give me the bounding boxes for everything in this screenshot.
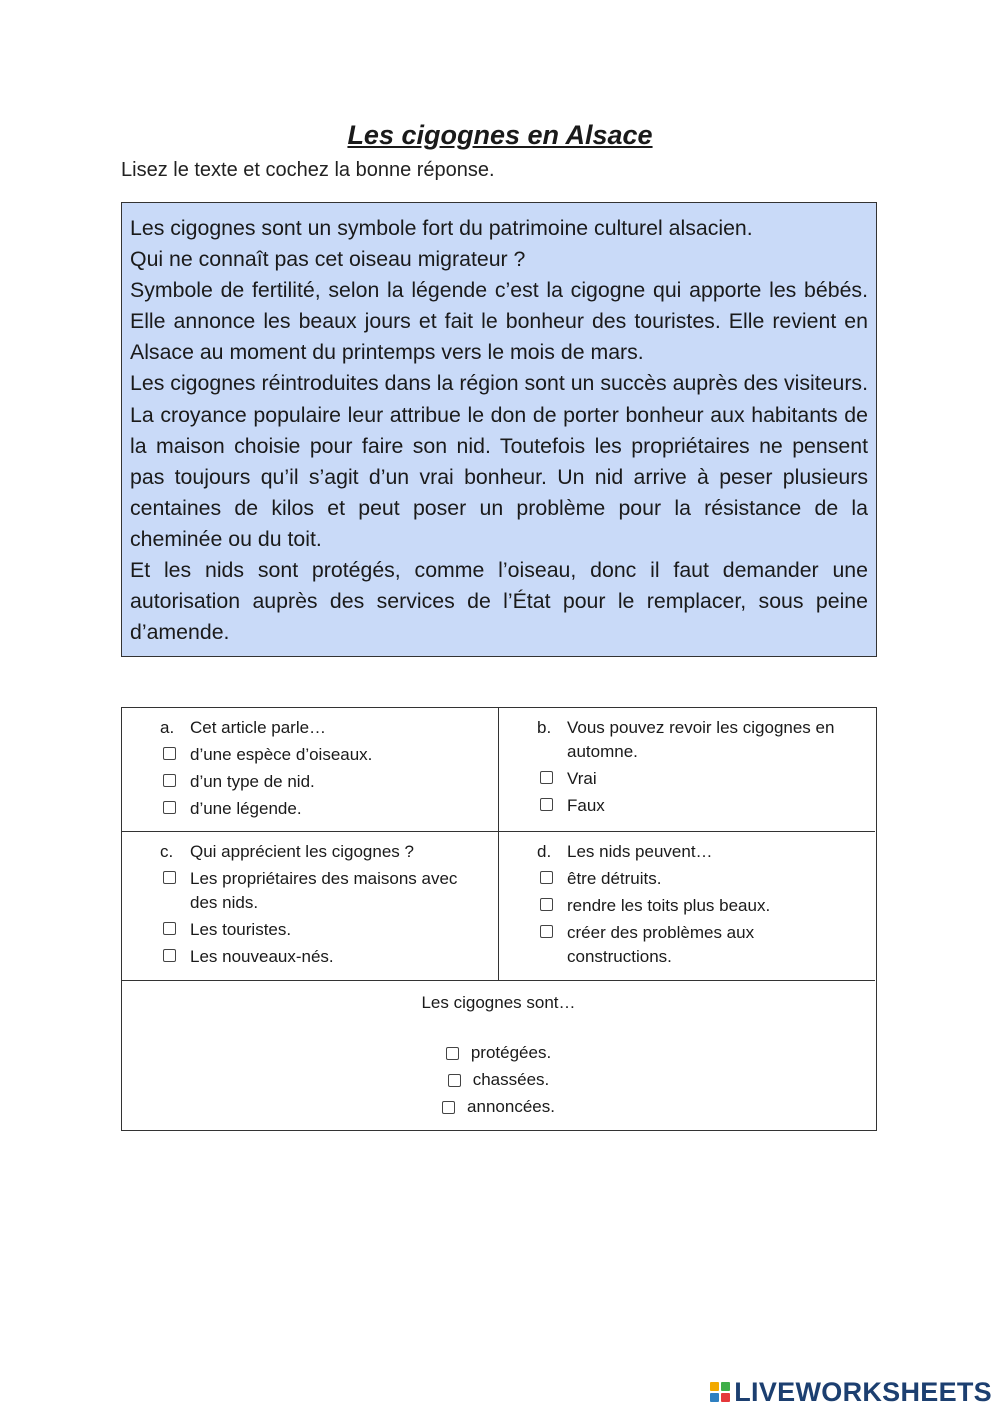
option-label: Faux bbox=[567, 796, 605, 815]
answer-options bbox=[122, 1041, 875, 1122]
option-label: Les propriétaires des maisons avec des nids. bbox=[190, 869, 458, 912]
answer-option[interactable] bbox=[122, 867, 498, 915]
checkbox[interactable] bbox=[540, 925, 553, 938]
questions-table bbox=[121, 707, 877, 1131]
option-label: Les touristes. bbox=[190, 920, 292, 939]
question-e-cell bbox=[122, 981, 875, 1130]
text-paragraph: Qui ne connaît pas cet oiseau migrateur ? bbox=[130, 247, 526, 272]
logo-square bbox=[721, 1393, 730, 1402]
question-letter: a. bbox=[160, 718, 175, 737]
checkbox[interactable] bbox=[540, 798, 553, 811]
answer-option[interactable] bbox=[499, 767, 875, 791]
checkbox[interactable] bbox=[540, 771, 553, 784]
checkbox[interactable] bbox=[540, 871, 553, 884]
option-label: annoncées. bbox=[467, 1097, 555, 1116]
question-c bbox=[122, 840, 498, 864]
checkbox[interactable] bbox=[446, 1047, 459, 1060]
option-label: d’un type de nid. bbox=[190, 772, 315, 791]
question-text: Vous pouvez revoir les cigognes en automne. bbox=[567, 718, 835, 761]
option-label: être détruits. bbox=[567, 869, 662, 888]
text-paragraph: Les cigognes sont un symbole fort du patrimoine culturel alsacien. bbox=[130, 216, 753, 240]
option-label: protégées. bbox=[470, 1043, 552, 1062]
checkbox[interactable] bbox=[163, 747, 176, 760]
logo-square bbox=[710, 1393, 719, 1402]
worksheet-title: Les cigognes en Alsace bbox=[347, 120, 653, 150]
answer-option[interactable] bbox=[122, 1041, 875, 1065]
question-c-cell bbox=[122, 832, 499, 981]
question-letter: d. bbox=[537, 842, 552, 861]
instruction-text: Lisez le texte et cochez la bonne réponse. bbox=[121, 159, 495, 181]
reading-text-box bbox=[121, 202, 877, 657]
answer-option[interactable] bbox=[499, 921, 875, 969]
question-text: Les nids peuvent… bbox=[567, 842, 713, 861]
answer-option[interactable] bbox=[122, 797, 498, 821]
question-letter: b. bbox=[537, 718, 552, 737]
checkbox[interactable] bbox=[163, 801, 176, 814]
checkbox[interactable] bbox=[163, 871, 176, 884]
option-label: Les nouveaux-nés. bbox=[190, 947, 334, 966]
answer-option[interactable] bbox=[122, 743, 498, 767]
answer-option[interactable] bbox=[499, 867, 875, 891]
logo-icon bbox=[710, 1382, 730, 1402]
text-paragraph: Symbole de fertilité, selon la légende c’est la cigogne qui apporte les bébés. Elle annonce les beaux jours et fait le bonheur des touristes. Elle revient en Alsace au moment du printemps vers le mois de mars. bbox=[130, 278, 868, 365]
question-text: Les cigognes sont… bbox=[421, 993, 576, 1012]
answer-option[interactable] bbox=[122, 918, 498, 942]
question-d-cell bbox=[499, 832, 875, 981]
answer-option[interactable] bbox=[499, 894, 875, 918]
question-a bbox=[122, 716, 498, 740]
checkbox[interactable] bbox=[540, 898, 553, 911]
checkbox[interactable] bbox=[448, 1074, 461, 1087]
option-label: rendre les toits plus beaux. bbox=[567, 896, 771, 915]
text-paragraph: Les cigognes réintroduites dans la région sont un succès auprès des visiteurs. La croyance populaire leur attribue le don de porter bonheur aux habitants de la maison choisie pour faire son nid. Toutefois les propriétaires ne pensent pas toujours qu’il s’agit d’un vrai bonheur. Un nid arrive à peser plusieurs centaines de kilos et peut poser un problème pour la résistance de la cheminée ou du toit. bbox=[130, 371, 868, 551]
question-b bbox=[499, 716, 875, 764]
checkbox[interactable] bbox=[163, 774, 176, 787]
option-label: chassées. bbox=[472, 1070, 550, 1089]
question-a-cell bbox=[122, 708, 499, 832]
liveworksheets-logo bbox=[710, 1377, 992, 1407]
question-b-cell bbox=[499, 708, 875, 832]
question-d bbox=[499, 840, 875, 864]
logo-text: LIVEWORKSHEETS bbox=[734, 1376, 992, 1407]
option-label: d’une légende. bbox=[190, 799, 302, 818]
question-text: Cet article parle… bbox=[190, 718, 327, 737]
checkbox[interactable] bbox=[442, 1101, 455, 1114]
logo-square bbox=[710, 1382, 719, 1391]
answer-option[interactable] bbox=[122, 770, 498, 794]
answer-option[interactable] bbox=[499, 794, 875, 818]
option-label: créer des problèmes aux constructions. bbox=[567, 923, 755, 966]
checkbox[interactable] bbox=[163, 949, 176, 962]
answer-option[interactable] bbox=[122, 1095, 875, 1119]
option-label: d’une espèce d’oiseaux. bbox=[190, 745, 373, 764]
checkbox[interactable] bbox=[163, 922, 176, 935]
question-text: Qui apprécient les cigognes ? bbox=[190, 842, 414, 861]
answer-option[interactable] bbox=[122, 1068, 875, 1092]
logo-square bbox=[721, 1382, 730, 1391]
option-label: Vrai bbox=[567, 769, 597, 788]
answer-option[interactable] bbox=[122, 945, 498, 969]
text-paragraph: Et les nids sont protégés, comme l’oiseau, donc il faut demander une autorisation auprès des services de l’État pour le remplacer, sous peine d’amende. bbox=[130, 558, 868, 645]
question-letter: c. bbox=[160, 842, 174, 861]
